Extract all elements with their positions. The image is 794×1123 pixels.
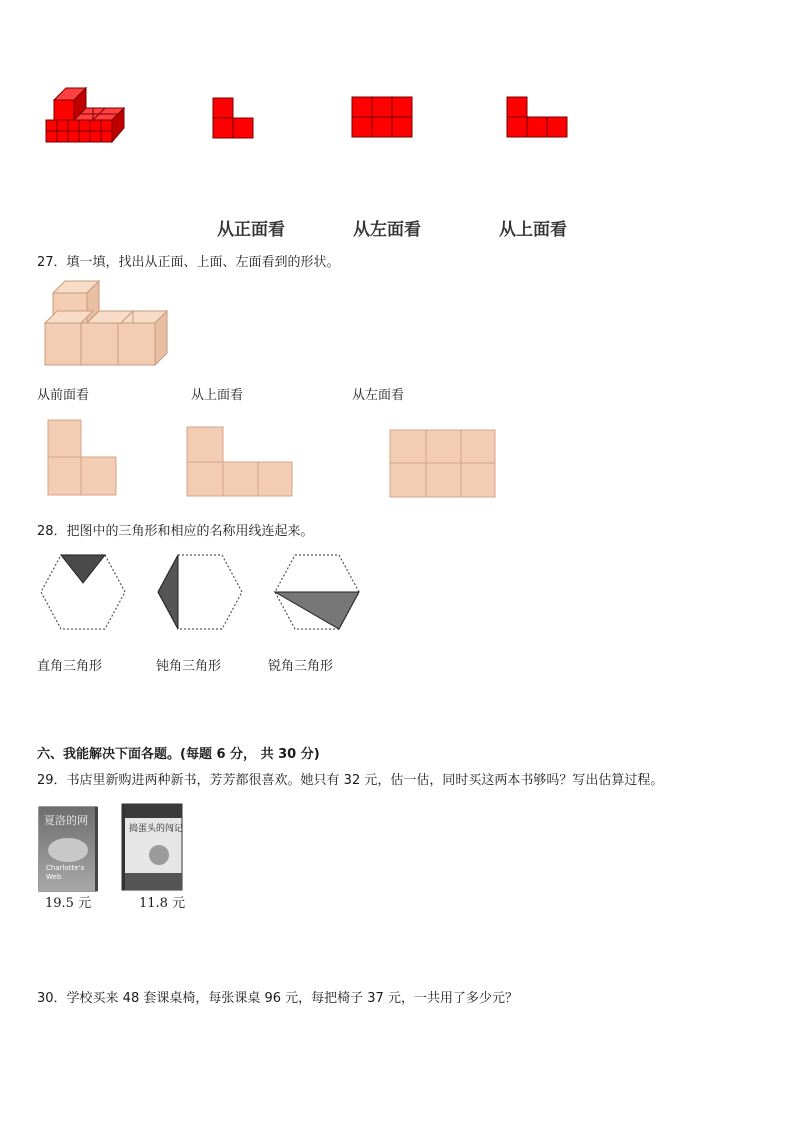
book-1-subtitle: Charlotte's Web [46, 864, 85, 881]
question-29: 29．书店里新购进两种新书，芳芳都很喜欢。她只有 32 元，估一估，同时买这两本书够吗？写出估算过程。 [37, 773, 664, 788]
name-obtuse-triangle: 钝角三角形 [156, 659, 222, 674]
top-view-label-front: 从正面看 [217, 220, 285, 240]
q27-label-front: 从前面看 [37, 388, 90, 403]
q27-cube-figure [43, 279, 171, 369]
hexagon-acute-triangle [272, 553, 362, 631]
book-cover-1 [38, 806, 100, 894]
hexagon-right-triangle [38, 553, 128, 631]
top-view-label-top: 从上面看 [499, 220, 567, 240]
section-6-title: 六、我能解决下面各题。(每题 6 分， 共 30 分) [37, 747, 320, 762]
question-28: 28．把图中的三角形和相应的名称用线连起来。 [37, 524, 314, 539]
question-30: 30．学校买来 48 套课桌椅，每张课桌 96 元，每把椅子 37 元，一共用了多少元？ [37, 991, 518, 1006]
q27-label-left: 从左面看 [352, 388, 405, 403]
name-right-triangle: 直角三角形 [37, 659, 103, 674]
book-1-price: 19.5 元 [45, 896, 92, 911]
q27-shape-rect [389, 429, 497, 499]
q27-shape-l-long [186, 426, 294, 498]
hexagon-obtuse-triangle [155, 553, 245, 631]
top-view-label-left: 从左面看 [353, 220, 421, 240]
book-2-price: 11.8 元 [139, 896, 186, 911]
q27-shape-l-small [47, 419, 119, 497]
question-27: 27．填一填，找出从正面、上面、左面看到的形状。 [37, 255, 340, 270]
red-shape-l-long [506, 96, 568, 138]
name-acute-triangle: 锐角三角形 [268, 659, 334, 674]
book-1-title: 夏洛的网 [44, 814, 88, 827]
q27-label-top: 从上面看 [191, 388, 244, 403]
red-shape-rect [351, 96, 413, 138]
red-shape-l-small [212, 97, 256, 139]
book-2-title: 捣蛋头的闯记 [129, 824, 184, 834]
book-cover-2 [121, 803, 185, 891]
top-cube-figure [44, 86, 126, 146]
